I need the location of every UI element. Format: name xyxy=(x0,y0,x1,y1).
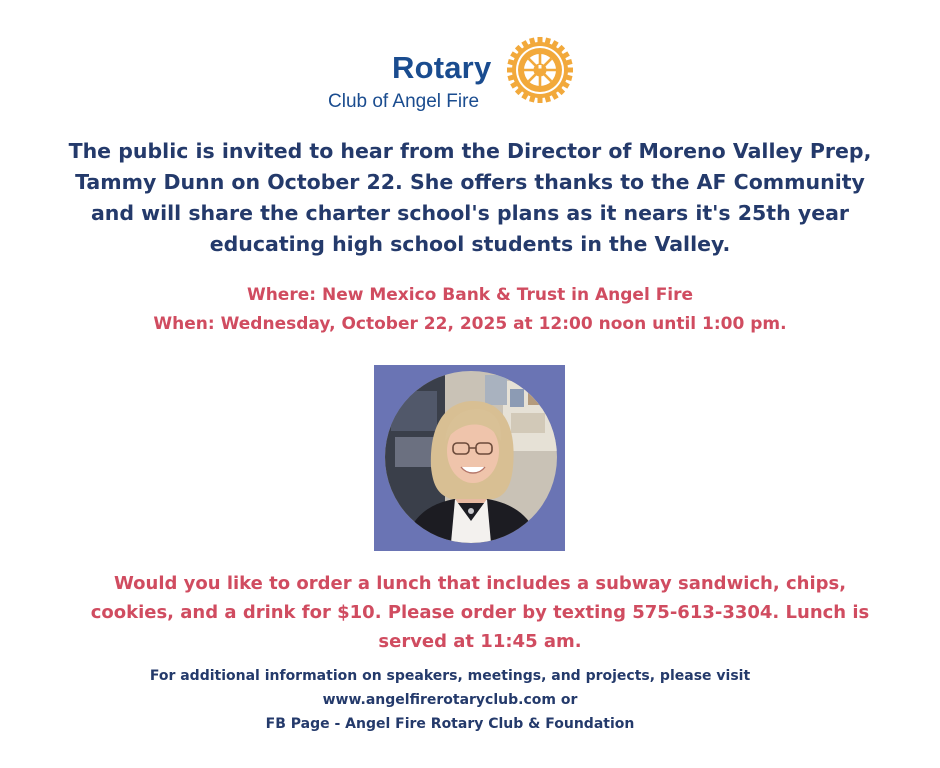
footer-facebook: FB Page - Angel Fire Rotary Club & Foundation xyxy=(265,716,635,732)
rotary-wheel-icon xyxy=(506,36,574,104)
intro-line: Tammy Dunn on October 22. She offers thanks to the AF Community xyxy=(75,170,865,194)
event-time: When: Wednesday, October 22, 2025 at 12:00 noon until 1:00 pm. xyxy=(153,314,787,334)
event-details xyxy=(40,281,900,339)
footer-info xyxy=(20,664,880,736)
footer-line: For additional information on speakers, meetings, and projects, please visit xyxy=(149,668,751,684)
footer-website[interactable]: www.angelfirerotaryclub.com or xyxy=(322,692,578,708)
event-location: Where: New Mexico Bank & Trust in Angel Fire xyxy=(246,285,694,305)
speaker-portrait xyxy=(385,371,557,543)
intro-line: educating high school students in the Valley. xyxy=(209,232,731,256)
lunch-line: cookies, and a drink for $10. Please order by texting 575-613-3304. Lunch is xyxy=(90,602,870,623)
rotary-logo xyxy=(328,36,578,116)
logo-subtitle: Club of Angel Fire xyxy=(328,91,480,112)
intro-line: The public is invited to hear from the Director of Moreno Valley Prep, xyxy=(68,139,872,163)
speaker-photo xyxy=(374,365,565,551)
intro-line: and will share the charter school's plans as it nears it's 25th year xyxy=(90,201,850,225)
lunch-order-info xyxy=(50,569,910,656)
logo-wordmark: Rotary xyxy=(392,50,492,85)
lunch-line: served at 11:45 am. xyxy=(378,631,582,652)
portrait-image xyxy=(385,371,557,543)
lunch-line: Would you like to order a lunch that includes a subway sandwich, chips, xyxy=(113,573,847,594)
event-intro xyxy=(40,136,900,260)
